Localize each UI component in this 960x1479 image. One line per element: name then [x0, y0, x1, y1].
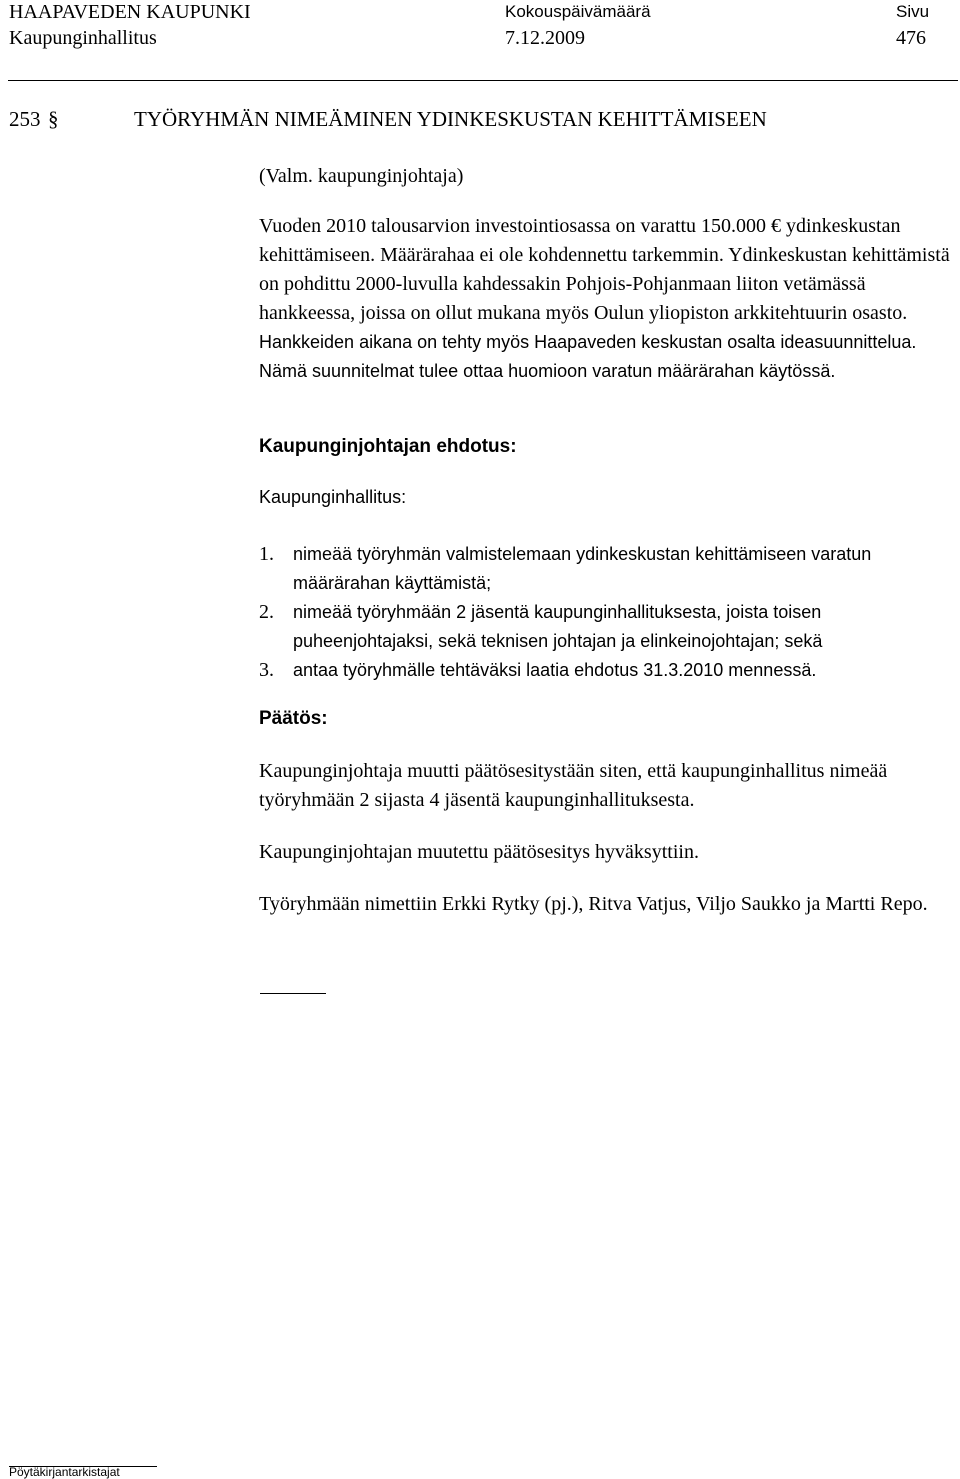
meeting-date: 7.12.2009	[505, 27, 585, 49]
proposal-list	[259, 540, 959, 685]
list-item-number: 3.	[259, 659, 274, 681]
decision-heading: Päätös:	[259, 708, 328, 729]
section-number: 253	[9, 107, 41, 131]
section-end-line	[260, 993, 326, 994]
list-item-text: nimeää työryhmään 2 jäsentä kaupunginhallituksesta, joista toisen puheenjohtajaksi, sekä teknisen johtajan ja elinkeinojohtajan; sekä	[293, 602, 823, 651]
meeting-date-label: Kokouspäivämäärä	[505, 2, 651, 21]
governing-body: Kaupunginhallitus	[9, 27, 157, 49]
proposal-lead: Kaupunginhallitus:	[259, 487, 407, 507]
organization-name: HAAPAVEDEN KAUPUNKI	[9, 1, 251, 23]
list-item	[259, 656, 959, 685]
background-sentence-3: Nämä suunnitelmat tulee ottaa huomioon varatun määrärahan käytössä.	[259, 361, 836, 381]
decision-text-3: Työryhmään nimettiin Erkki Rytky (pj.), Ritva Vatjus, Viljo Saukko ja Martti Repo.	[259, 893, 928, 915]
list-item-number: 1.	[259, 543, 274, 565]
decision-paragraph-3	[259, 890, 959, 919]
decision-text-1: Kaupunginjohtaja muutti päätösesitystään siten, että kaupunginhallitus nimeää työryhmään 2 sijasta 4 jäsentä kaupunginhallituksesta.	[259, 760, 888, 811]
list-item-text: nimeää työryhmän valmistelemaan ydinkeskustan kehittämiseen varatun määrärahan käyttämistä;	[293, 544, 872, 593]
decision-text-2: Kaupunginjohtajan muutettu päätösesitys hyväksyttiin.	[259, 841, 699, 863]
section-title: TYÖRYHMÄN NIMEÄMINEN YDINKESKUSTAN KEHITTÄMISEEN	[134, 107, 767, 131]
preparer-note: (Valm. kaupunginjohtaja)	[259, 165, 464, 187]
background-paragraph	[259, 212, 959, 386]
section-symbol: §	[48, 107, 59, 131]
list-item-number: 2.	[259, 601, 274, 623]
header-divider	[8, 80, 958, 81]
list-item	[259, 598, 959, 656]
page-number: 476	[896, 27, 926, 49]
decision-paragraph-1	[259, 757, 959, 815]
footer-reviewers-label: Pöytäkirjantarkistajat	[9, 1465, 120, 1479]
list-item	[259, 540, 959, 598]
decision-paragraph-2	[259, 838, 959, 867]
page-label: Sivu	[896, 2, 930, 21]
list-item-text: antaa työryhmälle tehtäväksi laatia ehdotus 31.3.2010 mennessä.	[293, 660, 817, 680]
background-sentence-2: Hankkeiden aikana on tehty myös Haapaveden keskustan osalta ideasuunnittelua.	[259, 332, 917, 352]
proposal-heading: Kaupunginjohtajan ehdotus:	[259, 436, 517, 457]
background-sentence-1: Vuoden 2010 talousarvion investointiosassa on varattu 150.000 € ydinkeskustan kehittämiseen. Määrärahaa ei ole kohdennettu tarkemmin. Ydinkeskustan kehittämistä on pohdittu 2000-luvulla kahdessakin Pohjois-Pohjanmaan liiton vetämässä hankkeessa, joissa on ollut mukana myös Oulun yliopiston arkkitehtuurin osasto.	[259, 215, 950, 324]
